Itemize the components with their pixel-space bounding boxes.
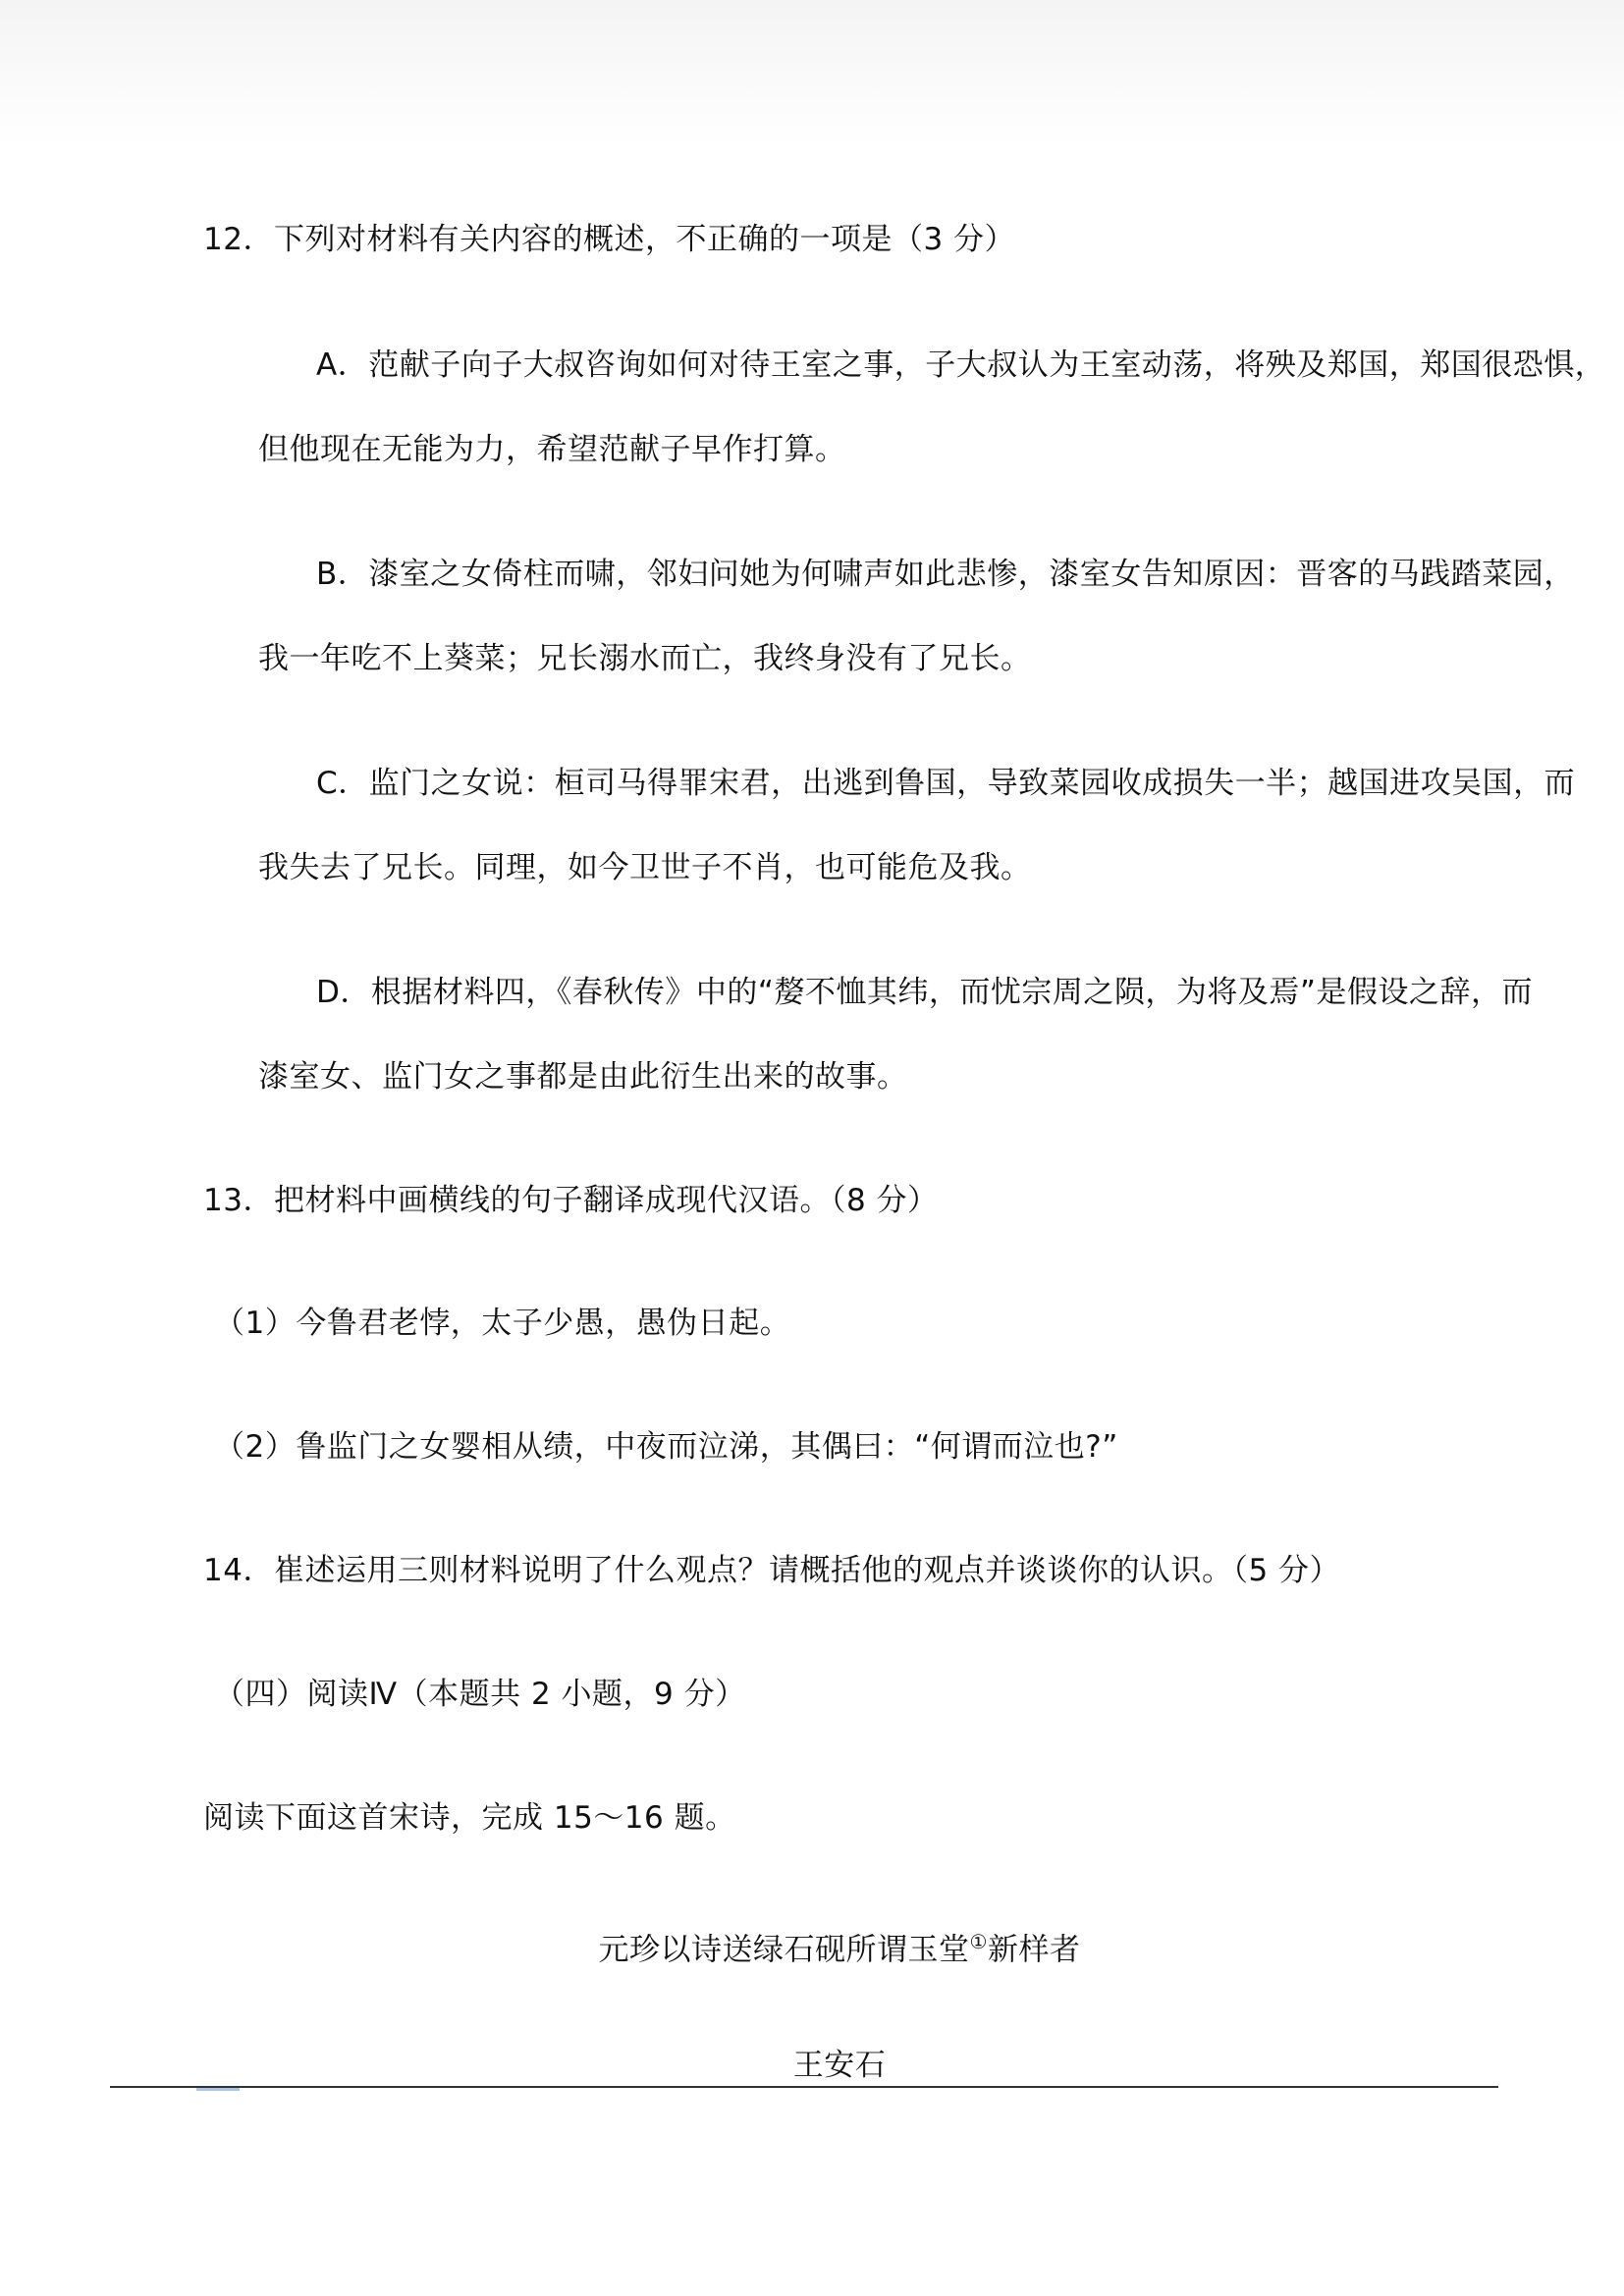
option-a-line1: A．范献子向子大叔咨询如何对待王室之事，子大叔认为王室动荡，将殃及郑国，郑国很恐惧， xyxy=(316,347,1606,383)
question-13-item-2: （2）鲁监门之女婴相从绩，中夜而泣涕，其偶曰：“何谓而泣也?” xyxy=(214,1429,1118,1465)
footer-divider-accent xyxy=(196,2088,240,2091)
question-12-stem: 12．下列对材料有关内容的概述，不正确的一项是（3 分） xyxy=(203,222,1016,257)
poem-title-text: 元珍以诗送绿石砚所谓玉堂 xyxy=(598,1932,970,1968)
question-13-item-1: （1）今鲁君老悖，太子少愚，愚伪日起。 xyxy=(214,1306,791,1341)
poem-title xyxy=(0,1922,1624,1969)
footnote-marker: ① xyxy=(969,1930,988,1953)
section-4-heading: （四）阅读Ⅳ（本题共 2 小题，9 分） xyxy=(214,1677,746,1712)
option-c-line1: C．监门之女说：桓司马得罪宋君，出逃到鲁国，导致菜园收成损失一半；越国进攻吴国，而 xyxy=(316,766,1576,801)
option-c-line2: 我失去了兄长。同理，如今卫世子不肖，也可能危及我。 xyxy=(258,850,1032,885)
option-b-line1: B．漆室之女倚柱而啸，邻妇问她为何啸声如此悲惨，漆室女告知原因：晋客的马践踏菜园， xyxy=(316,557,1575,592)
poem-author: 王安石 xyxy=(792,2048,887,2083)
footer-divider xyxy=(110,2086,1498,2088)
option-d-line2: 漆室女、监门女之事都是由此衍生出来的故事。 xyxy=(258,1059,908,1095)
poem-title-tail: 新样者 xyxy=(987,1932,1081,1968)
reading-instruction: 阅读下面这首宋诗，完成 15～16 题。 xyxy=(203,1800,736,1836)
question-14-stem: 14．崔述运用三则材料说明了什么观点？请概括他的观点并谈谈你的认识。（5 分） xyxy=(203,1553,1341,1588)
option-b-line2: 我一年吃不上葵菜；兄长溺水而亡，我终身没有了兄长。 xyxy=(258,641,1032,676)
option-a-line2: 但他现在无能为力，希望范献子早作打算。 xyxy=(258,432,846,467)
question-13-stem: 13．把材料中画横线的句子翻译成现代汉语。（8 分） xyxy=(203,1183,939,1218)
option-d-line1: D．根据材料四，《春秋传》中的“嫠不恤其纬，而忧宗周之陨，为将及焉”是假设之辞，而 xyxy=(316,975,1533,1010)
scan-shadow xyxy=(0,0,1624,147)
